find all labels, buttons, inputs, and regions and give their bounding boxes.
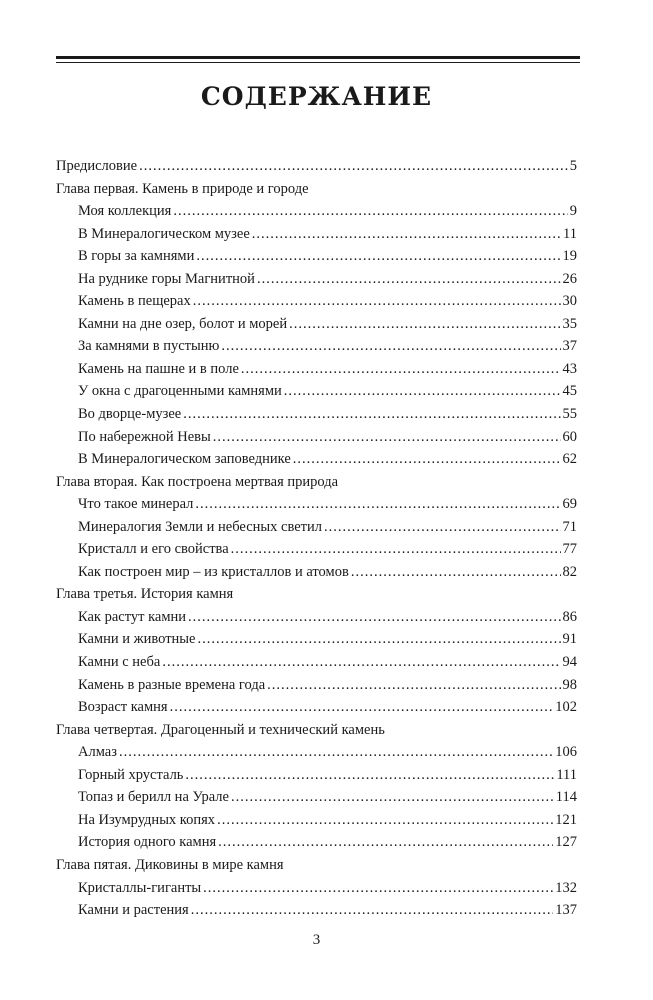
- toc-entry: [56, 290, 577, 313]
- toc-entry-title: За камнями в пустыню: [78, 338, 220, 355]
- toc-entry: [56, 899, 577, 922]
- toc-leader-dots: [241, 358, 561, 381]
- toc-page-number: 86: [562, 608, 577, 625]
- toc-entry-title: Возраст камня: [78, 699, 168, 716]
- toc-entry-title: Камень в разные времена года: [78, 676, 266, 693]
- toc-entry: [56, 741, 577, 764]
- toc-leader-dots: [170, 696, 554, 719]
- toc-entry-title: На руднике горы Магнитной: [78, 270, 255, 287]
- toc-leader-dots: [188, 606, 560, 629]
- toc-page-number: 60: [562, 428, 577, 445]
- toc-entry-title: По набережной Невы: [78, 428, 211, 445]
- toc-page-number: 114: [555, 789, 577, 806]
- toc-entry-title: В Минералогическом музее: [78, 225, 250, 242]
- toc-leader-dots: [284, 380, 561, 403]
- toc-page-number: 30: [562, 293, 577, 310]
- toc-entry: [56, 877, 577, 900]
- toc-leader-dots: [293, 448, 561, 471]
- toc-leader-dots: [252, 223, 561, 246]
- toc-leader-dots: [173, 200, 567, 223]
- toc-chapter-heading: [56, 471, 577, 494]
- toc-page-number: 11: [563, 225, 577, 242]
- toc-page-number: 62: [562, 451, 577, 468]
- toc-leader-dots: [351, 561, 561, 584]
- toc-entry-title: Алмаз: [78, 744, 117, 761]
- toc-entry: [56, 426, 577, 449]
- header-rule-thick: [56, 56, 580, 59]
- toc-entry: [56, 561, 577, 584]
- toc-entry: [56, 606, 577, 629]
- page-title: СОДЕРЖАНИЕ: [200, 82, 433, 111]
- toc-leader-dots: [185, 764, 554, 787]
- toc-entry: [56, 674, 577, 697]
- toc-page-number: 19: [562, 248, 577, 265]
- toc-page-number: 91: [562, 631, 577, 648]
- toc-page-number: 26: [562, 270, 577, 287]
- toc-chapter-heading: [56, 719, 577, 742]
- toc-entry: [56, 809, 577, 832]
- toc-chapter-heading: [56, 178, 577, 201]
- toc-page-number: 55: [562, 406, 577, 423]
- toc-leader-dots: [257, 268, 561, 291]
- toc-leader-dots: [324, 516, 561, 539]
- toc-chapter-title: Глава третья. История камня: [56, 586, 234, 603]
- toc-entry: [56, 313, 577, 336]
- toc-chapter-heading: [56, 854, 577, 877]
- page-number: 3: [312, 932, 321, 948]
- toc-entry-title: Камень на пашне и в поле: [78, 360, 239, 377]
- toc-entry-title: На Изумрудных копях: [78, 811, 216, 828]
- toc-entry-title: Как построен мир – из кристаллов и атомов: [78, 563, 349, 580]
- toc-entry: [56, 831, 577, 854]
- toc-leader-dots: [289, 313, 560, 336]
- toc-leader-dots: [183, 403, 560, 426]
- toc-entry: [56, 493, 577, 516]
- toc-leader-dots: [231, 786, 554, 809]
- toc-leader-dots: [191, 899, 554, 922]
- toc-entry-title: Кристалл и его свойства: [78, 541, 229, 558]
- toc-entry: [56, 245, 577, 268]
- toc-entry-title: У окна с драгоценными камнями: [78, 383, 282, 400]
- toc-page-number: 94: [562, 654, 577, 671]
- toc-page-number: 69: [562, 496, 577, 513]
- toc-page-number: 43: [562, 360, 577, 377]
- toc-entry-title: В горы за камнями: [78, 248, 195, 265]
- toc-entry-title: Горный хрусталь: [78, 766, 184, 783]
- toc-page-number: 71: [562, 518, 577, 535]
- toc-chapter-title: Глава вторая. Как построена мертвая природа: [56, 473, 339, 490]
- toc-entry: [56, 696, 577, 719]
- header-rule-thin: [56, 62, 580, 63]
- toc-entry-title: Предисловие: [56, 158, 138, 174]
- toc-leader-dots: [221, 335, 560, 358]
- toc-entry-title: Камни на дне озер, болот и морей: [78, 315, 288, 332]
- toc-page-number: 127: [555, 834, 577, 851]
- toc-entry: [56, 403, 577, 426]
- toc-page-number: 137: [555, 902, 577, 919]
- toc-entry: [56, 268, 577, 291]
- toc-entry-title: В Минералогическом заповеднике: [78, 451, 291, 468]
- toc-leader-dots: [213, 426, 561, 449]
- toc-leader-dots: [267, 674, 560, 697]
- toc-entry: [56, 651, 577, 674]
- toc-page-number: 102: [555, 699, 577, 716]
- toc-chapter-title: Глава четвертая. Драгоценный и технический камень: [56, 721, 385, 738]
- toc-entry-title: Что такое минерал: [78, 496, 194, 513]
- toc-entry: [56, 380, 577, 403]
- table-of-contents: [56, 155, 577, 922]
- toc-page-number: 106: [555, 744, 577, 761]
- toc-leader-dots: [203, 877, 553, 900]
- toc-entry-title: Кристаллы-гиганты: [78, 879, 202, 896]
- toc-entry-title: Камни и животные: [78, 631, 196, 648]
- toc-chapter-heading: [56, 583, 577, 606]
- toc-leader-dots: [119, 741, 553, 764]
- toc-leader-dots: [195, 493, 560, 516]
- toc-entry: [56, 628, 577, 651]
- toc-page-number: 98: [562, 676, 577, 693]
- toc-page-number: 77: [562, 541, 577, 558]
- toc-entry-title: Камни и растения: [78, 902, 189, 919]
- toc-entry: [56, 516, 577, 539]
- toc-entry: [56, 786, 577, 809]
- toc-page-number: 9: [569, 203, 577, 220]
- toc-leader-dots: [193, 290, 561, 313]
- toc-entry-title: Моя коллекция: [78, 203, 172, 220]
- toc-entry: [56, 358, 577, 381]
- toc-entry-title: Топаз и берилл на Урале: [78, 789, 229, 806]
- toc-leader-dots: [231, 538, 561, 561]
- toc-entry-title: Минералогия Земли и небесных светил: [78, 518, 322, 535]
- toc-leader-dots: [197, 628, 560, 651]
- toc-leader-dots: [217, 809, 553, 832]
- toc-chapter-title: Глава пятая. Диковины в мире камня: [56, 856, 284, 873]
- toc-page-number: 35: [562, 315, 577, 332]
- toc-page-number: 45: [562, 383, 577, 400]
- toc-leader-dots: [162, 651, 560, 674]
- toc-entry-title: Камни с неба: [78, 654, 161, 671]
- toc-page-number: 5: [569, 158, 577, 174]
- toc-entry: [56, 538, 577, 561]
- toc-leader-dots: [196, 245, 560, 268]
- toc-entry: [56, 448, 577, 471]
- toc-page-number: 111: [556, 766, 577, 783]
- toc-entry: [56, 200, 577, 223]
- toc-entry: [56, 335, 577, 358]
- toc-entry: [56, 764, 577, 787]
- toc-entry-title: Камень в пещерах: [78, 293, 191, 310]
- toc-page-number: 121: [555, 811, 577, 828]
- toc-entry: [56, 223, 577, 246]
- toc-entry-title: Во дворце-музее: [78, 406, 182, 423]
- toc-entry-title: Как растут камни: [78, 608, 187, 625]
- toc-page-number: 37: [562, 338, 577, 355]
- toc-chapter-title: Глава первая. Камень в природе и городе: [56, 180, 309, 197]
- toc-page-number: 82: [562, 563, 577, 580]
- toc-entry-title: История одного камня: [78, 834, 217, 851]
- toc-leader-dots: [139, 155, 568, 178]
- toc-leader-dots: [218, 831, 553, 854]
- toc-entry: [56, 155, 577, 178]
- toc-page-number: 132: [555, 879, 577, 896]
